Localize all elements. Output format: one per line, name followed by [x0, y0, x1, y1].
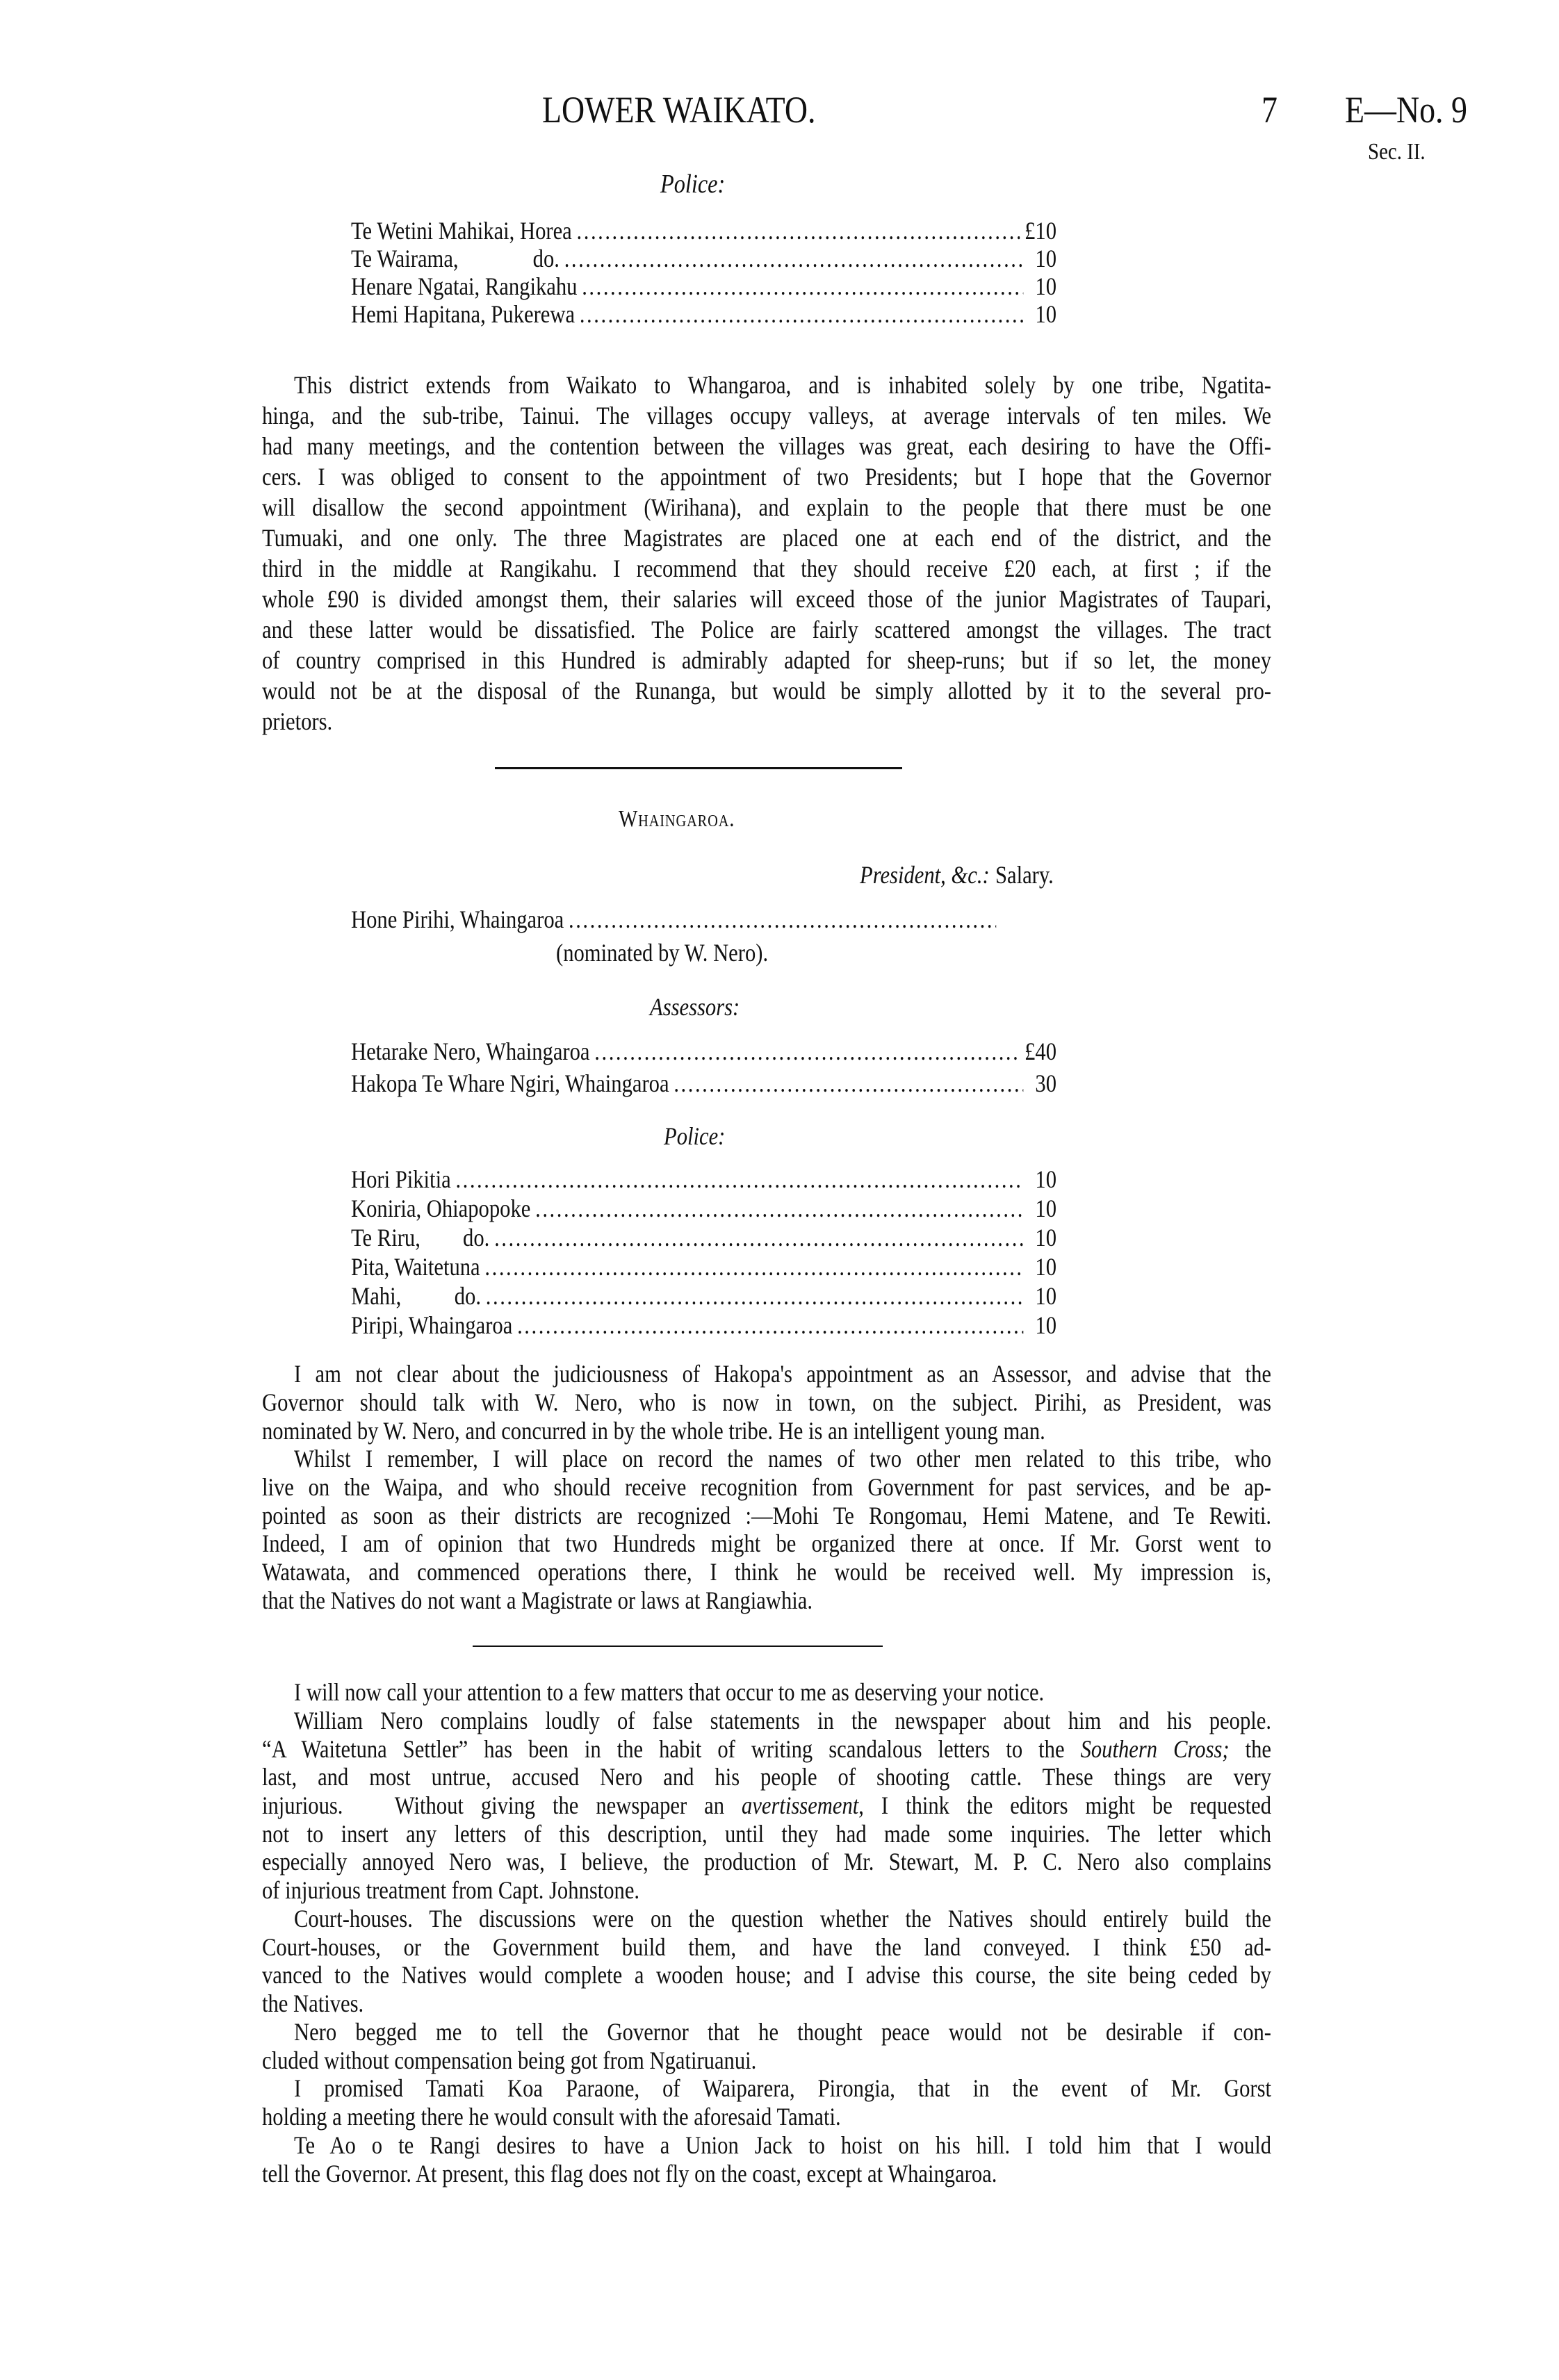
- attention-paragraph: [262, 1678, 1444, 1707]
- list-entry: [351, 1165, 1056, 1194]
- entry-name: Hetarake Nero, Whaingaroa: [351, 1037, 590, 1065]
- text-line: would not be at the disposal of the Runanga, but would be simply allotted by it to the several pro-: [262, 677, 1271, 705]
- dot-leader: [484, 1252, 1023, 1281]
- entry-amount: 10: [1035, 1224, 1056, 1251]
- list-entry: [351, 1067, 1056, 1099]
- text-line: vanced to the Natives would complete a wooden house; and I advise this course, the site being ceded by: [262, 1961, 1271, 1989]
- section-divider: [495, 767, 902, 769]
- text-line: nominated by W. Nero, and concurred in by the whole tribe. He is an intelligent young man.: [262, 1416, 1045, 1445]
- text-line: hinga, and the sub-tribe, Tainui. The villages occupy valleys, at average intervals of ten miles. We: [262, 402, 1271, 429]
- italic-text: Southern Cross;: [1080, 1734, 1230, 1763]
- text-line: holding a meeting there he would consult with the aforesaid Tamati.: [262, 2102, 841, 2131]
- section-label: Sec. II.: [1368, 139, 1426, 165]
- newspaper-paragraph: [262, 1707, 1449, 1905]
- text-line: prietors.: [262, 707, 333, 735]
- entry-name: Te Wairama, do.: [351, 245, 560, 272]
- dot-leader: [577, 217, 1020, 245]
- list-entry: [351, 1281, 1056, 1311]
- dot-leader: [674, 1067, 1023, 1099]
- police-list: [351, 1165, 1056, 1340]
- assessors-heading: Assessors:: [650, 993, 740, 1021]
- text-line: Tumuaki, and one only. The three Magistrates are placed one at each end of the district, and the: [262, 524, 1271, 552]
- entry-name: Piripi, Whaingaroa: [351, 1311, 513, 1339]
- entry-amount: £10: [1025, 217, 1056, 245]
- entry-amount: 10: [1035, 1195, 1056, 1222]
- entry-name: Mahi, do.: [351, 1282, 481, 1310]
- text-line: not to insert any letters of this description, until they had made some inquiries. The letter which: [262, 1819, 1271, 1848]
- page-number: 7: [1262, 89, 1278, 131]
- dot-leader: [455, 1165, 1023, 1194]
- text-line: Indeed, I am of opinion that two Hundreds might be organized there at once. If Mr. Gorst went to: [262, 1529, 1271, 1558]
- text-line: Court-houses, or the Government build them, and have the land conveyed. I think £50 ad-: [262, 1932, 1271, 1961]
- entry-amount: 10: [1035, 1311, 1056, 1339]
- dot-leader: [535, 1194, 1023, 1223]
- tamati-paragraph: [262, 2074, 1449, 2131]
- district-paragraph: [262, 370, 1449, 737]
- text-line: and these latter would be dissatisfied. The Police are fairly scattered amongst the villages. The tract: [262, 616, 1271, 643]
- police-heading: Police:: [660, 170, 726, 199]
- salary-heading: Salary.: [995, 861, 1054, 889]
- text-line: Governor should talk with W. Nero, who is now in town, on the subject. Pirihi, as President, was: [262, 1388, 1271, 1416]
- text-segment: injurious. Without giving the newspaper an: [262, 1791, 742, 1820]
- entry-name: Koniria, Ohiapopoke: [351, 1195, 531, 1222]
- list-entry: [351, 245, 1056, 272]
- dot-leader: [594, 1035, 1020, 1067]
- court-houses-paragraph: [262, 1905, 1449, 2018]
- hakopa-paragraph: [262, 1360, 1449, 1445]
- entry-name: Te Wetini Mahikai, Horea: [351, 217, 572, 245]
- dot-leader: [486, 1281, 1024, 1311]
- police-list: [351, 217, 1056, 328]
- text-line: of injurious treatment from Capt. Johnstone.: [262, 1876, 640, 1905]
- list-entry: [351, 1035, 1056, 1067]
- entry-amount: 10: [1035, 272, 1056, 300]
- entry-name: Hone Pirihi, Whaingaroa: [351, 905, 564, 933]
- text-segment: the: [1229, 1734, 1272, 1763]
- assessors-list: [351, 1035, 1056, 1099]
- text-line: whole £90 is divided amongst them, their salaries will exceed those of the junior Magistrates of Taupari,: [262, 585, 1271, 613]
- text-line: tell the Governor. At present, this flag does not fly on the coast, except at Whaingaroa.: [262, 2159, 997, 2188]
- police-heading: Police:: [664, 1122, 726, 1150]
- union-jack-paragraph: [262, 2131, 1449, 2188]
- dot-leader: [494, 1223, 1023, 1252]
- list-entry: [351, 1223, 1056, 1252]
- list-entry: [351, 217, 1056, 245]
- entry-name: Hori Pikitia: [351, 1165, 451, 1193]
- dot-leader: [569, 905, 996, 934]
- entry-amount: 10: [1035, 1165, 1056, 1193]
- text-line: last, and most untrue, accused Nero and his people of shooting cattle. These things are very: [262, 1763, 1271, 1791]
- text-line: live on the Waipa, and who should receive recognition from Government for past services, and be ap-: [262, 1472, 1271, 1501]
- remember-paragraph: [262, 1445, 1449, 1615]
- italic-text: avertissement: [742, 1791, 859, 1820]
- text-line: This district extends from Waikato to Whangaroa, and is inhabited solely by one tribe, Ngatita-: [294, 371, 1271, 399]
- dot-leader: [517, 1311, 1023, 1340]
- text-line: especially annoyed Nero was, I believe, the production of Mr. Stewart, M. P. C. Nero also complains: [262, 1848, 1271, 1876]
- text-line: [262, 1735, 1271, 1764]
- list-entry: [351, 300, 1056, 328]
- entry-name: Pita, Waitetuna: [351, 1253, 480, 1281]
- section-divider: [473, 1646, 883, 1647]
- text-line: I am not clear about the judiciousness of Hakopa's appointment as an Assessor, and advise that the: [294, 1360, 1271, 1388]
- text-line: cluded without compensation being got from Ngatiruanui.: [262, 2046, 757, 2074]
- list-entry: [351, 1252, 1056, 1281]
- list-entry: [351, 1194, 1056, 1223]
- entry-name: Hemi Hapitana, Pukerewa: [351, 300, 576, 328]
- peace-paragraph: [262, 2018, 1449, 2074]
- text-line: cers. I was obliged to consent to the appointment of two Presidents; but I hope that the Governor: [262, 463, 1271, 491]
- entry-name: Te Riru, do.: [351, 1224, 490, 1251]
- text-line: [262, 1791, 1271, 1820]
- text-line: I will now call your attention to a few matters that occur to me as deserving your notice.: [294, 1678, 1045, 1706]
- list-entry: [351, 272, 1056, 300]
- entry-amount: 10: [1035, 245, 1056, 272]
- text-line: that the Natives do not want a Magistrate or laws at Rangiawhia.: [262, 1586, 813, 1614]
- entry-name: Henare Ngatai, Rangikahu: [351, 272, 578, 300]
- text-line: third in the middle at Rangikahu. I recommend that they should receive £20 each, at first ; if the: [262, 555, 1271, 582]
- president-row: [351, 905, 1001, 934]
- document-reference: E—No. 9: [1345, 89, 1467, 131]
- entry-name: Hakopa Te Whare Ngiri, Whaingaroa: [351, 1069, 669, 1097]
- dot-leader: [582, 272, 1023, 300]
- text-line: William Nero complains loudly of false statements in the newspaper about him and his people.: [294, 1707, 1271, 1734]
- text-line: of country comprised in this Hundred is admirably adapted for sheep-runs; but if so let, the money: [262, 646, 1271, 674]
- text-segment: , I think the editors might be requested: [858, 1791, 1272, 1820]
- text-line: Nero begged me to tell the Governor that he thought peace would not be desirable if con-: [294, 2018, 1271, 2046]
- dot-leader: [580, 300, 1024, 328]
- text-line: Whilst I remember, I will place on record the names of two other men related to this tribe, who: [294, 1445, 1271, 1472]
- text-line: the Natives.: [262, 1989, 364, 2018]
- entry-amount: 10: [1035, 300, 1056, 328]
- text-line: will disallow the second appointment (Wirihana), and explain to the people that there must be one: [262, 493, 1271, 521]
- entry-amount: £40: [1025, 1037, 1056, 1065]
- text-segment: “A Waitetuna Settler” has been in the habit of writing scandalous letters to the: [262, 1734, 1081, 1763]
- president-heading: President, &c.:: [860, 861, 990, 889]
- entry-amount: 10: [1035, 1282, 1056, 1310]
- text-line: pointed as soon as their districts are recognized :—Mohi Te Rongomau, Hemi Matene, and Te Rewiti.: [262, 1501, 1271, 1529]
- entry-amount: 10: [1035, 1253, 1056, 1281]
- list-entry: [351, 1311, 1056, 1340]
- entry-amount: 30: [1035, 1069, 1056, 1097]
- section-heading-whaingaroa: Whaingaroa.: [619, 806, 735, 832]
- text-line: I promised Tamati Koa Paraone, of Waiparera, Pirongia, that in the event of Mr. Gorst: [294, 2074, 1271, 2102]
- text-line: had many meetings, and the contention between the villages was great, each desiring to have the Offi-: [262, 432, 1271, 460]
- text-line: Te Ao o te Rangi desires to have a Union Jack to hoist on his hill. I told him that I would: [294, 2131, 1271, 2159]
- page-title: LOWER WAIKATO.: [542, 89, 816, 131]
- text-line: Watawata, and commenced operations there, I think he would be received well. My impression is,: [262, 1558, 1271, 1586]
- text-line: Court-houses. The discussions were on the question whether the Natives should entirely build the: [294, 1905, 1271, 1932]
- dot-leader: [564, 245, 1024, 272]
- nomination-note: (nominated by W. Nero).: [556, 939, 769, 967]
